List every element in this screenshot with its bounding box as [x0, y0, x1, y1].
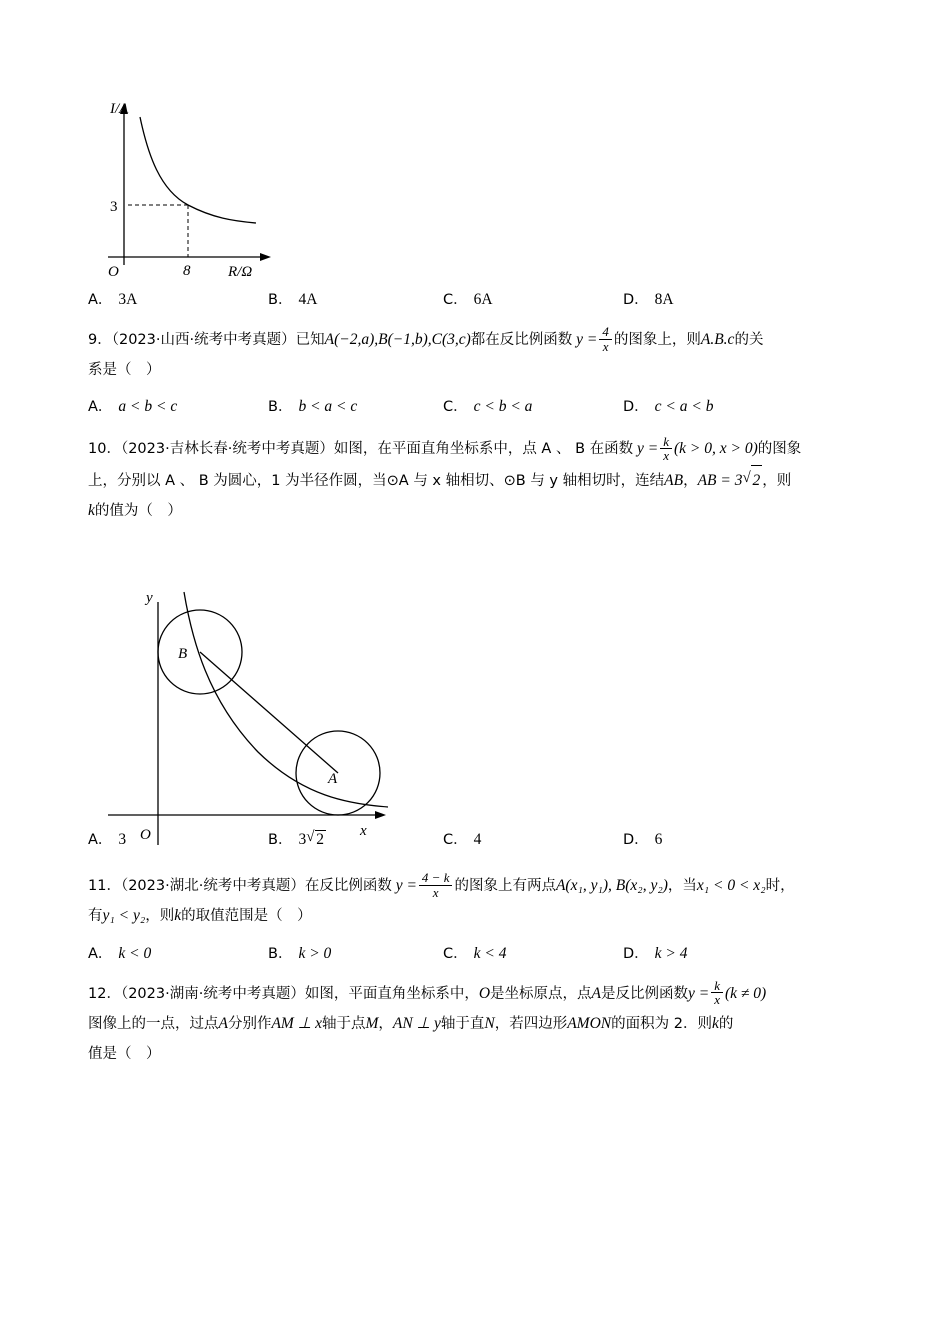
- q11-text-d: 时，: [765, 878, 795, 895]
- q11-number: 11．: [88, 878, 121, 895]
- q9-option-a[interactable]: [88, 395, 268, 416]
- q9-line2: [88, 355, 878, 385]
- q9-line2-text: 系是（ ）: [88, 362, 161, 379]
- q9-option-c-text: c < b < a: [473, 398, 533, 416]
- q10-line3: [88, 496, 878, 526]
- q11-line2-b: ，则: [145, 908, 175, 925]
- q10-text-a: 如图，在平面直角坐标系中，点 A 、 B 在函数: [333, 441, 634, 458]
- q11-text-a: 在反比例函数: [304, 878, 392, 895]
- q12-line2-h: 的: [718, 1015, 734, 1032]
- q12-line2-N: N: [484, 1014, 495, 1032]
- q8-options: [88, 288, 878, 309]
- q11-points: A(x₁, y₁), B(x₂, y₂): [555, 877, 668, 895]
- q10-frac-den: x: [663, 448, 670, 464]
- q9-option-c[interactable]: [443, 395, 623, 416]
- q11-option-c-text: k < 4: [473, 944, 507, 962]
- q10-option-b-sqrt-radicand: 2: [316, 831, 324, 849]
- q9-option-d-label: D．: [623, 399, 649, 416]
- q12-text-c: 是反比例函数: [601, 985, 688, 1002]
- question-12: [88, 979, 878, 1009]
- q10-sqrt: [742, 465, 762, 496]
- q8-option-d[interactable]: [623, 288, 674, 309]
- q10-line2-seg: AB: [664, 471, 684, 489]
- q12-text-b: 是坐标原点，点: [490, 985, 592, 1002]
- figure1-y-label: I/A: [110, 101, 129, 117]
- q12-frac-den: x: [714, 992, 720, 1008]
- q9-text-c: 的图象上，则: [613, 332, 701, 348]
- q11-options: [88, 942, 878, 963]
- q12-line2-b: 分别作: [227, 1015, 272, 1032]
- q10-option-b-text: 3: [298, 831, 307, 849]
- q11-option-a[interactable]: [88, 942, 268, 963]
- q12-line2-d: ，: [378, 1015, 393, 1032]
- question-10: [88, 434, 878, 464]
- q11-line2: [88, 901, 878, 931]
- q9-text-d: 的关: [734, 332, 764, 348]
- q12-number: 12．: [88, 985, 121, 1002]
- q12-line2-k: k: [711, 1014, 719, 1032]
- q9-option-d[interactable]: [623, 395, 713, 416]
- q9-number: 9．: [88, 332, 112, 348]
- q11-frac-den: x: [432, 885, 439, 901]
- q11-line2-k: k: [174, 907, 182, 925]
- figure1-origin-label: O: [108, 264, 119, 280]
- q12-line2-a: 图像上的一点，过点: [88, 1015, 219, 1032]
- q9-fraction: [599, 325, 612, 353]
- q10-number: 10．: [88, 441, 121, 458]
- question-11: [88, 871, 878, 901]
- q12-line2-g: 的面积为 2．则: [611, 1015, 712, 1032]
- q8-option-d-text: 8A: [654, 291, 674, 308]
- q9-option-b-label: B．: [268, 399, 293, 416]
- q10-text-b: 的图象: [757, 441, 802, 458]
- q12-line3-text: 值是（ ）: [88, 1045, 161, 1062]
- q12-line2-f: ，若四边形: [494, 1015, 568, 1032]
- figure2-x-label: x: [360, 823, 367, 839]
- q9-source: （2023·山西·统考中考真题）: [111, 332, 296, 348]
- q11-option-b-text: k > 0: [298, 944, 332, 962]
- q10-fraction: [660, 435, 672, 463]
- q9-text-b: 都在反比例函数: [470, 332, 573, 348]
- q11-frac-num: 4 − k: [419, 871, 453, 886]
- q11-func-lhs: y =: [395, 877, 417, 895]
- q11-fraction: [419, 871, 453, 899]
- q9-vars: A.B.c: [700, 331, 735, 348]
- q9-frac-num: 4: [599, 325, 612, 340]
- q11-text-b: 的图象上有两点: [454, 878, 556, 895]
- q10-line2-end: ，则: [762, 472, 792, 489]
- q11-option-b[interactable]: [268, 942, 443, 963]
- q12-func-cond: (k ≠ 0): [725, 984, 767, 1002]
- q10-option-d-text: 6: [654, 831, 663, 849]
- q11-source: （2023·湖北·统考中考真题）: [120, 878, 305, 895]
- q12-func-lhs: y =: [688, 984, 710, 1002]
- q10-func-cond: (k > 0, x > 0): [674, 440, 758, 458]
- q10-option-a-label: A．: [88, 832, 113, 849]
- q12-line2-e: 轴于直: [440, 1015, 485, 1032]
- q8-option-c-label: C．: [443, 292, 468, 308]
- q9-frac-den: x: [602, 338, 609, 354]
- q11-option-c[interactable]: [443, 942, 623, 963]
- q10-option-d-label: D．: [623, 832, 649, 849]
- figure2-origin-label: O: [140, 827, 151, 843]
- q12-source: （2023·湖南·统考中考真题）: [120, 985, 305, 1002]
- document-content: [88, 0, 878, 1069]
- q11-option-d-label: D．: [623, 945, 649, 962]
- figure2-point-b-label: B: [178, 646, 188, 662]
- question-9: [88, 325, 878, 355]
- q9-option-b[interactable]: [268, 395, 443, 416]
- figure2-point-a-label: A: [328, 771, 338, 787]
- q10-func-lhs: y =: [637, 440, 659, 458]
- q10-option-b-label: B．: [268, 832, 293, 849]
- q11-option-a-label: A．: [88, 945, 113, 962]
- q9-option-a-label: A．: [88, 399, 113, 416]
- q12-line2: [88, 1009, 878, 1039]
- q12-line2-amon: AMON: [567, 1014, 612, 1032]
- q10-option-d[interactable]: [623, 828, 662, 849]
- q10-line2-a: 上，分别以 A 、 B 为圆心，1 为半径作圆，当⊙A 与 x 轴相切、⊙B 与 y 轴相切时，连结: [88, 472, 665, 489]
- q11-option-c-label: C．: [443, 945, 468, 962]
- q8-option-c-text: 6A: [473, 291, 493, 308]
- q10-option-a-text: 3: [118, 831, 127, 849]
- q10-line2: 上，分别以 A 、 B 为圆心，1 为半径作圆，当⊙A 与 x 轴相切、⊙B 与 y 轴相切时，连结AB，AB = 3 √ 2 ，则: [88, 465, 878, 496]
- q8-option-a-text: 3A: [118, 291, 138, 308]
- q12-o-label: O: [478, 984, 491, 1002]
- q11-line2-c: 的取值范围是（ ）: [181, 908, 312, 925]
- q12-fraction: [711, 979, 723, 1007]
- q12-line2-an: AN ⊥ y: [392, 1014, 441, 1032]
- q10-source: （2023·吉林长春·统考中考真题）: [120, 441, 334, 458]
- q9-points: A(−2,a),B(−1,b),C(3,c): [324, 331, 471, 348]
- q12-frac-num: k: [711, 979, 723, 994]
- q8-option-d-label: D．: [623, 292, 649, 308]
- q9-option-a-text: a < b < c: [118, 398, 178, 416]
- q9-option-d-text: c < a < b: [654, 398, 714, 416]
- q8-option-b[interactable]: [268, 288, 443, 309]
- q8-option-b-label: B．: [268, 292, 293, 308]
- figure1-y-tick: 3: [110, 199, 118, 215]
- q12-line2-c: 轴于点: [321, 1015, 366, 1032]
- figure1-x-tick: 8: [183, 263, 191, 279]
- q10-line3-k: k: [88, 501, 95, 519]
- q10-option-c-text: 4: [473, 831, 482, 849]
- q9-func-lhs: y =: [576, 331, 598, 348]
- q9-option-b-text: b < a < c: [298, 398, 358, 416]
- q11-cond: x₁ < 0 < x₂: [696, 877, 766, 895]
- q8-option-c[interactable]: [443, 288, 623, 309]
- q10-frac-num: k: [660, 435, 672, 450]
- q12-line2-A: A: [218, 1014, 228, 1032]
- q11-text-c: ，当: [667, 878, 697, 895]
- q10-option-c-label: C．: [443, 832, 468, 849]
- q12-line2-M: M: [365, 1014, 379, 1032]
- figure1-x-label: R/Ω: [228, 264, 253, 280]
- q9-text-a: 已知: [295, 332, 325, 348]
- q10-line2-eq: AB = 3: [697, 471, 743, 489]
- q8-option-b-text: 4A: [298, 291, 318, 308]
- q11-line2-a: 有: [88, 908, 103, 925]
- q9-option-c-label: C．: [443, 399, 468, 416]
- q11-option-a-text: k < 0: [118, 944, 152, 962]
- q8-option-a[interactable]: [88, 288, 268, 309]
- figure2-y-label: y: [146, 590, 153, 606]
- q12-line2-am: AM ⊥ x: [271, 1014, 322, 1032]
- q10-line3-text: 的值为（ ）: [94, 502, 182, 519]
- q12-a-label: A: [591, 984, 601, 1002]
- q8-option-a-label: A．: [88, 292, 113, 308]
- q12-text-a: 如图，平面直角坐标系中，: [304, 985, 479, 1002]
- q11-option-b-label: B．: [268, 945, 293, 962]
- figure-tangent-circles: [88, 580, 518, 870]
- q9-options: [88, 395, 878, 416]
- q11-option-d[interactable]: [623, 942, 688, 963]
- q10-sqrt-radicand: 2: [751, 465, 762, 496]
- q12-line3: [88, 1039, 878, 1069]
- q11-line2-ineq: y₁ < y₂: [102, 907, 146, 925]
- q11-option-d-text: k > 4: [654, 944, 688, 962]
